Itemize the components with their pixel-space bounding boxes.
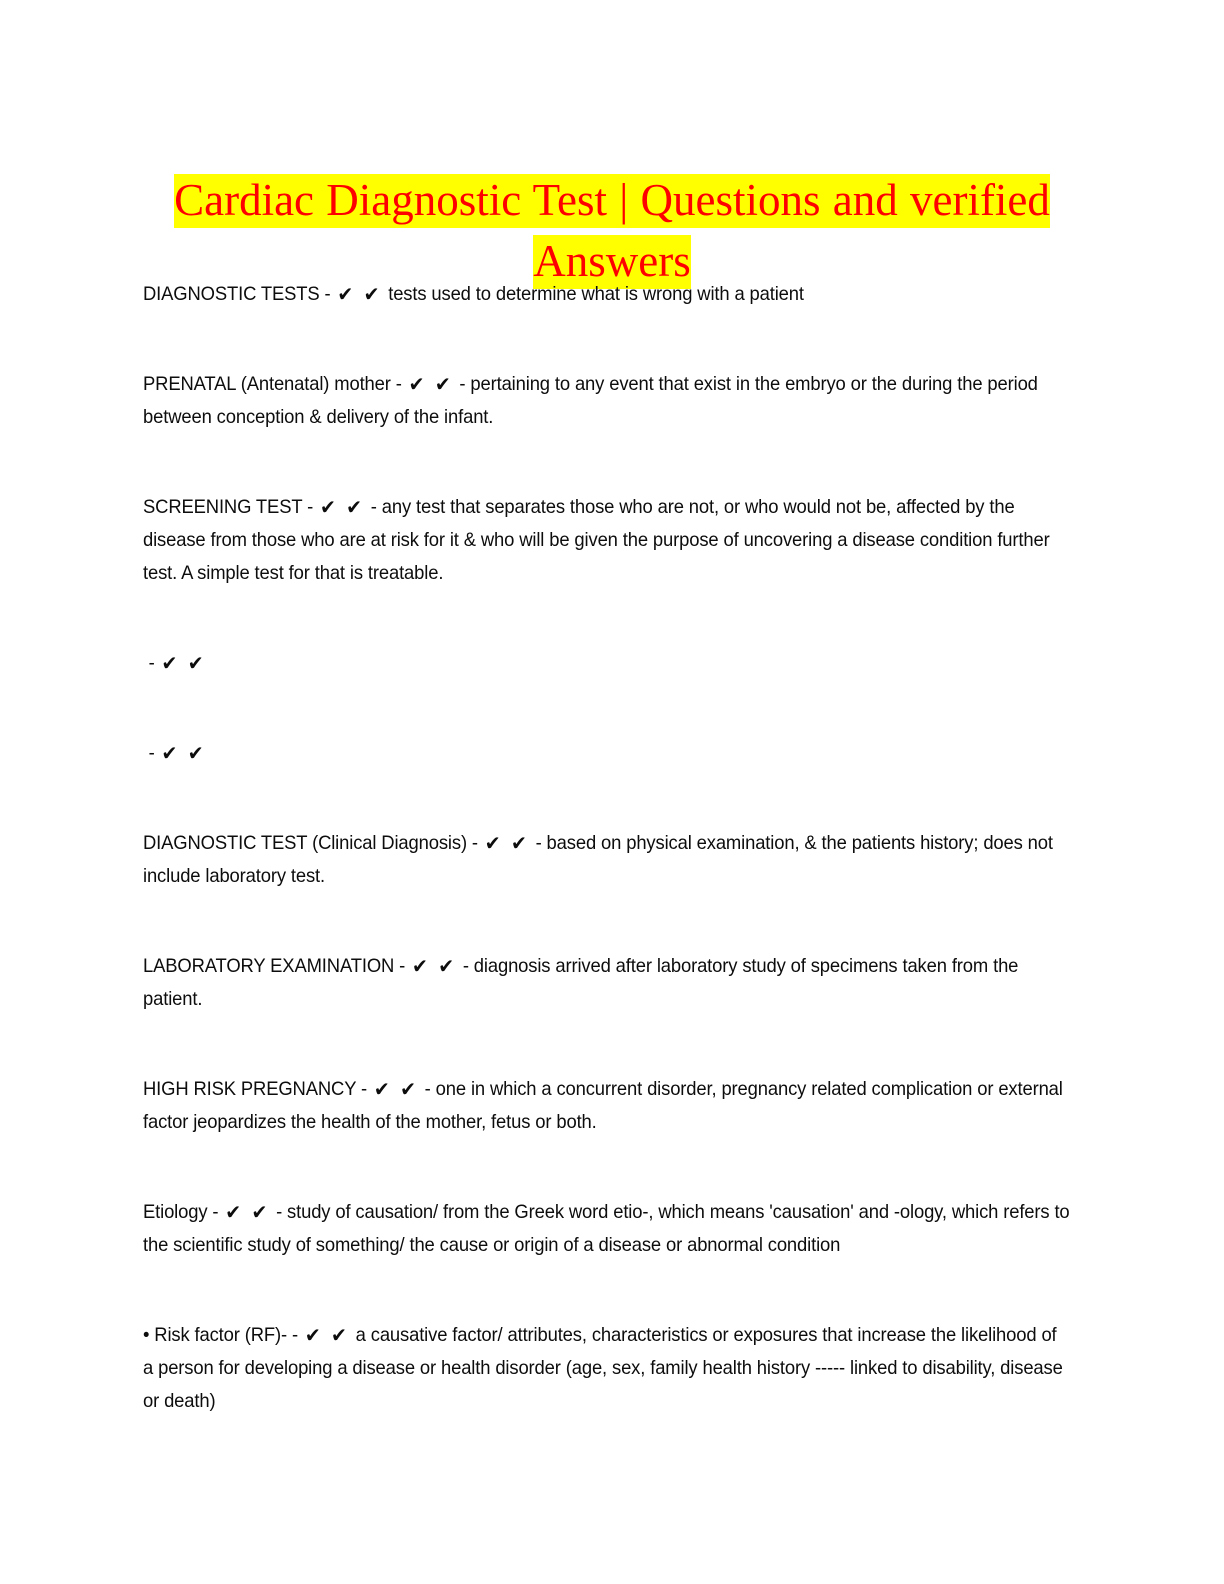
definition-text: - one in which a concurrent disorder, pregnancy related complication or external factor jeopardizes the health of the mother, fetus or both. [143, 1078, 1063, 1133]
double-check-icon: ✔ ✔ [225, 1200, 270, 1224]
definition-entry-prenatal-antenatal-mother [143, 368, 1071, 434]
term-label: PRENATAL (Antenatal) mother - [143, 373, 407, 395]
term-label: DIAGNOSTIC TESTS - [143, 283, 336, 305]
definition-entry-risk-factor [143, 1319, 1071, 1418]
document-body [143, 278, 1071, 1418]
double-check-icon: ✔ ✔ [319, 495, 364, 519]
definition-entry-screening-test [143, 491, 1071, 590]
definition-entry-blank-1 [143, 647, 1077, 680]
double-check-icon: ✔ ✔ [373, 1077, 418, 1101]
term-label: • Risk factor (RF)- - [143, 1324, 303, 1346]
definition-text: - pertaining to any event that exist in the embryo or the during the period between conception & delivery of the infant. [143, 373, 1038, 428]
term-label: - [148, 742, 160, 764]
definition-text: - diagnosis arrived after laboratory study of specimens taken from the patient. [143, 955, 1019, 1010]
double-check-icon: ✔ ✔ [412, 954, 456, 978]
page-title-line-1: Cardiac Diagnostic Test | Questions and verified [174, 174, 1050, 228]
double-check-icon: ✔ ✔ [161, 651, 206, 675]
definition-entry-laboratory-examination [143, 950, 1071, 1016]
double-check-icon: ✔ ✔ [408, 372, 453, 396]
page-title-line-2: Answers [533, 235, 690, 289]
definition-text: - study of causation/ from the Greek word etio-, which means 'causation' and -ology, which refers to the scientific study of something/ the cause or origin of a disease or abnormal condition [143, 1201, 1070, 1256]
double-check-icon: ✔ ✔ [337, 282, 382, 306]
double-check-icon: ✔ ✔ [161, 741, 206, 765]
page-title [143, 170, 1081, 292]
definition-entry-etiology [143, 1196, 1071, 1262]
definition-text: - based on physical examination, & the patients history; does not include laboratory test. [143, 832, 1053, 887]
term-label: - [148, 652, 160, 674]
definition-text: a causative factor/ attributes, characteristics or exposures that increase the likelihood of a person for developing a disease or health disorder (age, sex, family health history ----- linked to disability, disease or death) [143, 1324, 1063, 1412]
definition-entry-blank-2 [143, 737, 1077, 770]
term-label: Etiology - [143, 1201, 224, 1223]
definition-entry-diagnostic-tests [143, 278, 1071, 311]
definition-entry-diagnostic-test-clinical-diagnosis [143, 827, 1071, 893]
term-label: HIGH RISK PREGNANCY - [143, 1078, 372, 1100]
definition-entry-high-risk-pregnancy [143, 1073, 1071, 1139]
definition-text: - any test that separates those who are not, or who would not be, affected by the disease from those who are at risk for it & who will be given the purpose of uncovering a disease condition further test. A simple test for that is treatable. [143, 496, 1050, 584]
term-label: LABORATORY EXAMINATION - [143, 955, 411, 977]
double-check-icon: ✔ ✔ [484, 831, 529, 855]
term-label: SCREENING TEST - [143, 496, 319, 518]
definition-text: tests used to determine what is wrong with a patient [383, 283, 804, 305]
double-check-icon: ✔ ✔ [304, 1323, 349, 1347]
term-label: DIAGNOSTIC TEST (Clinical Diagnosis) - [143, 832, 483, 854]
